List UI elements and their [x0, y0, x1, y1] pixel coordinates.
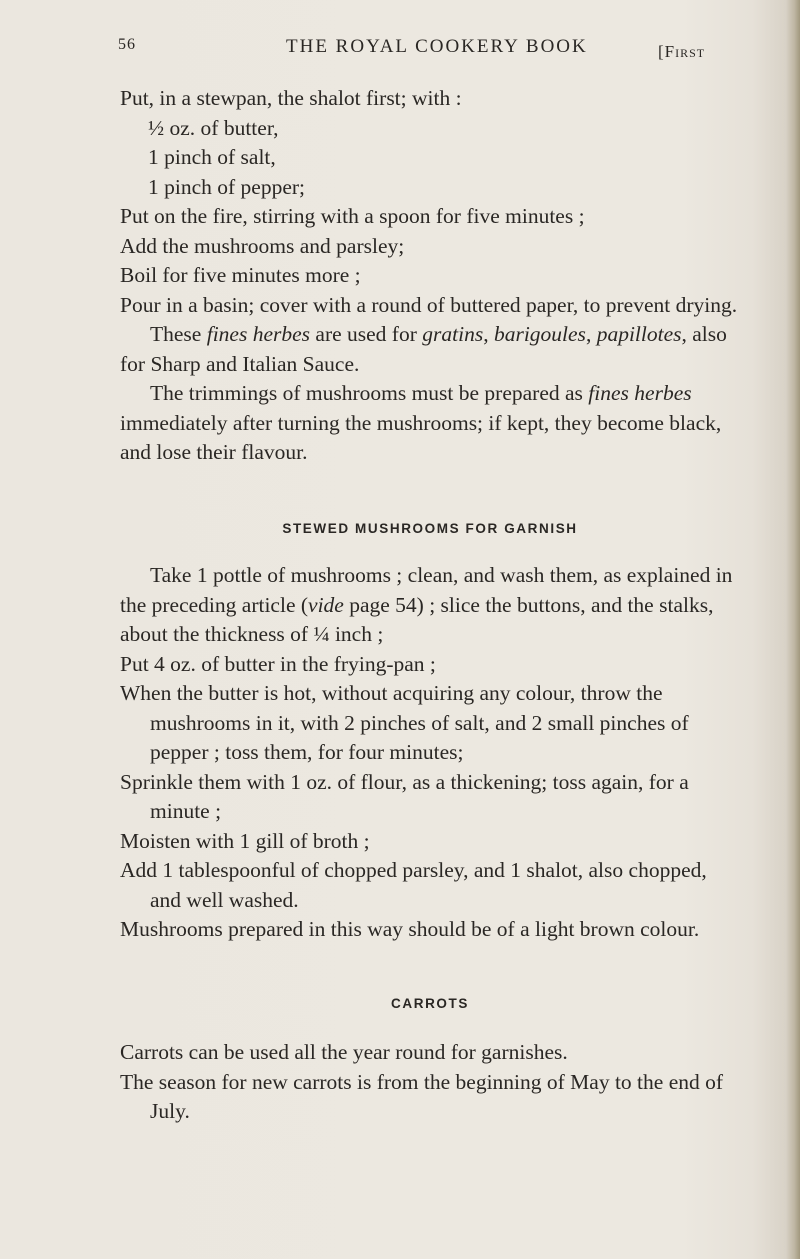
section-heading-carrots: CARROTS — [391, 995, 469, 1011]
carrots-line: The season for new carrots is from the beginning of May to the end of July. — [120, 1069, 724, 1123]
intro-line: 1 pinch of salt, — [148, 145, 276, 169]
recipe-step: When the butter is hot, without acquiring any colour, throw the mushrooms in it, with 2 pinches of salt, and 2 small pinches of pepper ; toss them, for four minutes; — [120, 681, 689, 764]
section-marker: [First — [658, 42, 706, 61]
italic-term: fines herbes — [206, 322, 311, 346]
intro-line: Pour in a basin; cover with a round of buttered paper, to prevent drying. — [120, 292, 738, 317]
text-run: The trimmings of mushrooms must be prepared as — [150, 381, 589, 405]
intro-line: Put, in a stewpan, the shalot first; with : — [120, 86, 462, 110]
stewed-mushrooms-paragraph — [120, 561, 740, 650]
intro-line: ½ oz. of butter, — [148, 115, 279, 140]
italic-term: vide — [308, 592, 344, 617]
intro-line: Add the mushrooms and parsley; — [120, 233, 405, 258]
italic-term: gratins — [422, 322, 484, 346]
italic-term: papillotes — [596, 322, 682, 346]
italic-term: fines herbes — [588, 381, 692, 405]
page-edge-shadow — [786, 0, 800, 1259]
recipe-step: Add 1 tablespoonful of chopped parsley, and 1 shalot, also chopped, and well washed. — [120, 858, 707, 912]
recipe-step: Moisten with 1 gill of broth ; — [120, 828, 370, 853]
trimmings-paragraph — [120, 379, 740, 468]
running-header — [118, 34, 758, 64]
intro-line: 1 pinch of pepper; — [148, 174, 306, 199]
section-heading-stewed-mushrooms: STEWED MUSHROOMS FOR GARNISH — [282, 520, 578, 536]
fines-herbes-paragraph — [120, 320, 740, 379]
intro-line: Boil for five minutes more ; — [120, 263, 361, 287]
text-run: are used for — [310, 322, 423, 346]
carrots-line: Carrots can be used all the year round for garnishes. — [120, 1040, 568, 1064]
page-body — [120, 84, 740, 1127]
intro-line: Put on the fire, stirring with a spoon for five minutes ; — [120, 204, 585, 228]
italic-term: barigoules — [493, 322, 586, 346]
text-run: , — [585, 322, 597, 346]
text-run: These — [150, 322, 207, 346]
page-number: 56 — [118, 36, 136, 53]
text-run: immediately after turning the mushrooms; if kept, they become black, and lose their flavour. — [120, 410, 722, 464]
text-run: page 54) ; slice the buttons, and the stalks, about the thickness of ¼ inch ; — [120, 592, 714, 646]
recipe-step: Put 4 oz. of butter in the frying-pan ; — [120, 651, 436, 676]
recipe-step: Mushrooms prepared in this way should be of a light brown colour. — [120, 917, 700, 941]
running-title: THE ROYAL COOKERY BOOK — [286, 36, 588, 57]
text-run: , — [483, 322, 494, 346]
recipe-step: Sprinkle them with 1 oz. of flour, as a thickening; toss again, for a minute ; — [120, 769, 689, 823]
text-run: Take 1 pottle of mushrooms ; clean, and wash them, as explained in the preceding article ( — [120, 563, 733, 617]
text-run: , also for Sharp and Italian Sauce. — [120, 322, 727, 376]
